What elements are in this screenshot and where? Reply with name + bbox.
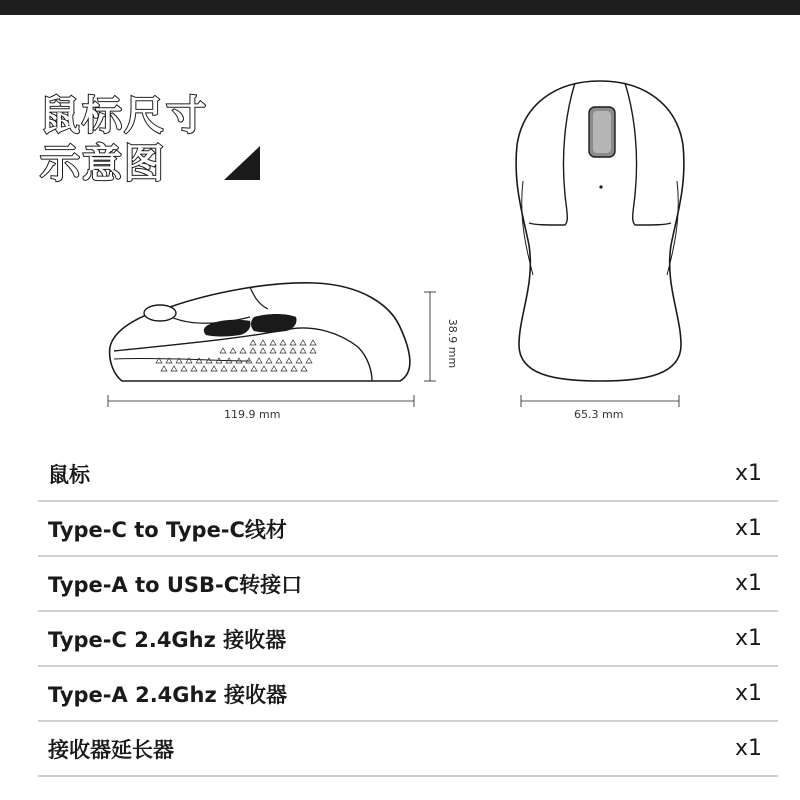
list-item: [38, 722, 778, 777]
item-name: Type-C to Type-C线材: [48, 517, 287, 542]
triangle-icon: [222, 146, 262, 182]
item-quantity: x1: [734, 461, 762, 486]
width-dimension: 65.3 mm: [574, 408, 624, 421]
list-item: [38, 667, 778, 722]
top-bar: [0, 0, 800, 15]
height-dimension: 38.9 mm: [446, 318, 460, 369]
item-name: Type-C 2.4Ghz 接收器: [48, 627, 287, 652]
item-name: Type-A 2.4Ghz 接收器: [48, 682, 287, 707]
item-quantity: x1: [734, 736, 762, 761]
item-quantity: x1: [734, 626, 762, 651]
item-quantity: x1: [734, 681, 762, 706]
length-dimension: 119.9 mm: [224, 408, 281, 421]
title-line-1: 鼠标尺寸: [40, 93, 208, 139]
item-quantity: x1: [734, 571, 762, 596]
list-item: [38, 447, 778, 502]
item-quantity: x1: [734, 516, 762, 541]
list-item: [38, 612, 778, 667]
list-item: [38, 557, 778, 612]
list-item: [38, 502, 778, 557]
page-title: [40, 92, 208, 188]
mouse-top-view: [505, 75, 695, 410]
package-contents-list: [38, 447, 778, 777]
item-name: 接收器延长器: [48, 737, 174, 762]
item-name: Type-A to USB-C转接口: [48, 572, 303, 597]
title-line-2: 示意图: [40, 141, 166, 187]
item-name: 鼠标: [48, 462, 90, 487]
mouse-side-view: [100, 275, 445, 410]
